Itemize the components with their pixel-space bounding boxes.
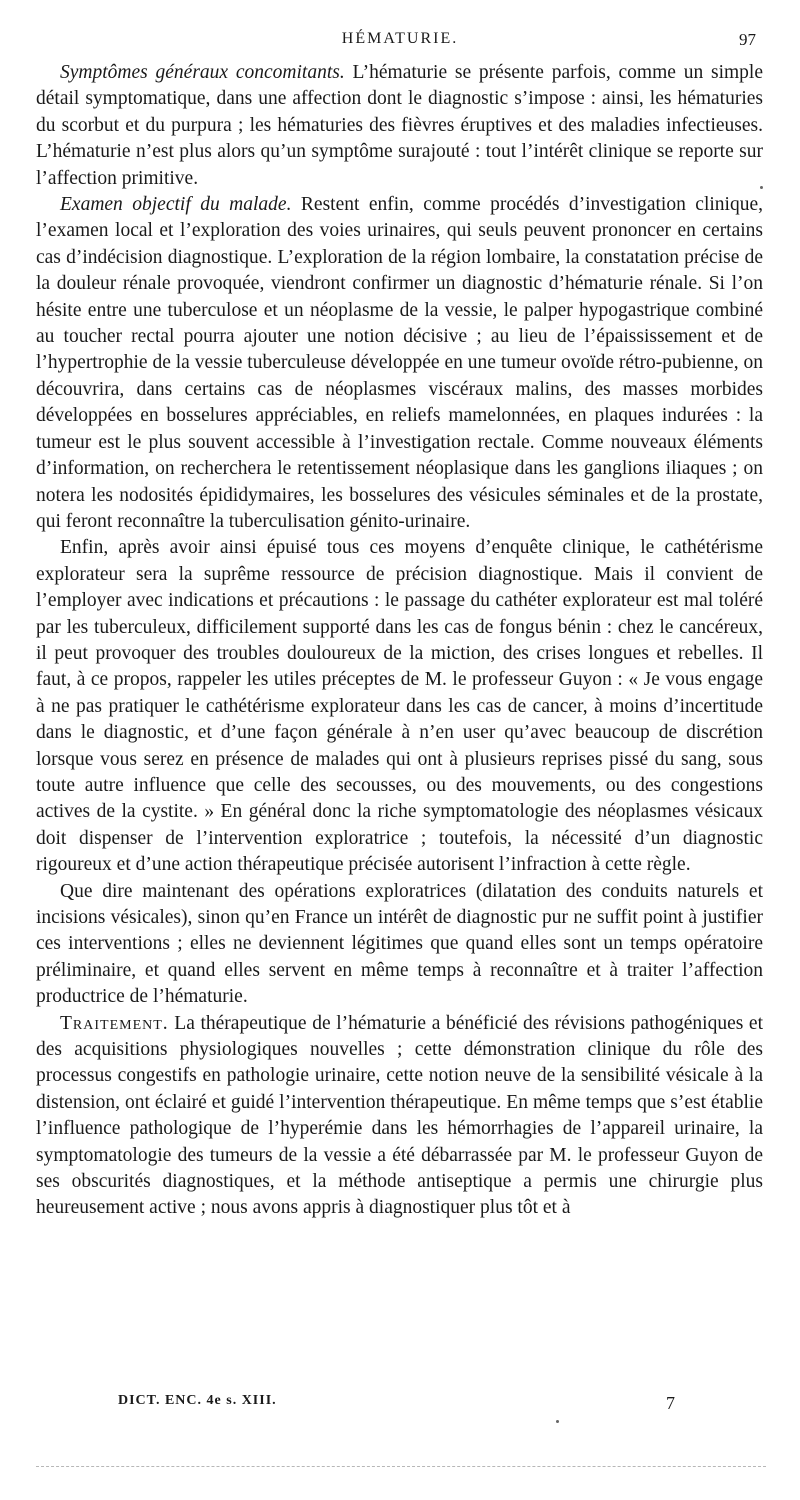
- paragraph-text: L’hématurie se présente parfois, comme un simple détail symptomatique, dans une affection dont le diagnostic s’impose : ainsi, les hématuries du scorbut et du purpura ; les hématuries des fièvres éruptives et des maladies infectieuses. L’hématurie n’est plus alors qu’un symptôme surajouté : tout l’intérêt clinique se reporte sur l’affection primitive.: [36, 62, 763, 189]
- page-number: 97: [739, 30, 756, 49]
- paragraph-text: Enfin, après avoir ainsi épuisé tous ces moyens d’enquête clinique, le cathétérisme explorateur sera la suprême ressource de précision diagnostique. Mais il convient de l’employer avec indications et précautions : le passage du cathéter explorateur est mal toléré par les tuberculeux, difficilement supporté dans les cas de fongus bénin : chez le cancéreux, il peut provoquer des troubles douloureux de la miction, des crises longues et rebelles. Il faut, à ce propos, rappeler les utiles préceptes de M. le professeur Guyon : « Je vous engage à ne pas pratiquer le cathétérisme explorateur dans les cas de cancer, à moins d’incertitude dans le diagnostic, et d’une façon générale à n’en user qu’avec beaucoup de discrétion lorsque vous serez en présence de malades qui ont à plusieurs reprises pissé du sang, sous toute autre influence que celle des secousses, ou des mouvements, ou des congestions actives de la cystite. » En général donc la riche symptomatologie des néoplasmes vésicaux doit dispenser de l’intervention exploratrice ; toutefois, la nécessité d’un diagnostic rigoureux et d’une action thérapeutique précisée autorisent l’infraction à cette règle.: [36, 537, 763, 876]
- running-head: [40, 30, 760, 56]
- page-footer: [40, 1393, 760, 1417]
- scan-bottom-edge: [36, 1466, 766, 1467]
- paragraph-symptomes-generaux: [36, 60, 763, 192]
- paragraph-examen-objectif: [36, 192, 763, 535]
- paragraph-operations-exploratrices: [36, 879, 763, 1011]
- paragraph-lead: Symptômes généraux concomitants.: [60, 62, 345, 83]
- paragraph-lead: Traitement.: [60, 1012, 169, 1034]
- paragraph-catheterisme: [36, 535, 763, 878]
- paragraph-text: Que dire maintenant des opérations exploratrices (dilatation des conduits naturels et incisions vésicales), sinon qu’en France un intérêt de diagnostic pur ne suffit point à justifier ces interventions ; elles ne deviennent légitimes que quand elles sont un temps opératoire préliminaire, et quand elles servent en même temps à reconnaître et à traiter l’affection productrice de l’hématurie.: [36, 880, 763, 1008]
- running-title: HÉMATURIE.: [341, 30, 459, 47]
- scan-speck: [760, 186, 763, 189]
- paragraph-text: La thérapeutique de l’hématurie a bénéficié des révisions pathogéniques et des acquisitions physiologiques nouvelles ; cette démonstration clinique du rôle des processus congestifs en pathologie urinaire, cette notion neuve de la sensibilité vésicale à la distension, ont éclairé et guidé l’intervention thérapeutique. En même temps que s’est établie l’influence pathologique de l’hyperémie dans les hémorrhagies de l’appareil urinaire, la symptomatologie des tumeurs de la vessie a été débarrassée par M. le professeur Guyon de ses obscurités diagnostiques, et la méthode antiseptique a permis une chirurgie plus heureusement active ; nous avons appris à diagnostiquer plus tôt et à: [36, 1012, 763, 1219]
- paragraph-lead: Examen objectif du malade.: [60, 194, 292, 216]
- sheet-number: 7: [666, 1393, 675, 1413]
- body-text: [36, 60, 763, 1222]
- scan-speck: [556, 1420, 559, 1423]
- printer-signature: DICT. ENC. 4e s. XIII.: [118, 1393, 277, 1408]
- paragraph-traitement: [36, 1011, 763, 1222]
- paragraph-text: Restent enfin, comme procédés d’investigation clinique, l’examen local et l’exploration des voies urinaires, qui seuls peuvent prononcer en certains cas d’indécision diagnostique. L’exploration de la région lombaire, la constatation précise de la douleur rénale provoquée, viendront confirmer un diagnostic d’hématurie rénale. Si l’on hésite entre une tuberculose et un néoplasme de la vessie, le palper hypogastrique combiné au toucher rectal pourra ajouter une notion décisive ; au lieu de l’épaississement et de l’hypertrophie de la vessie tuberculeuse développée en une tumeur ovoïde rétro-pubienne, on découvrira, dans certains cas de néoplasmes viscéraux malins, des masses morbides développées en bosselures appréciables, en reliefs mamelonnées, en plaques indurées : la tumeur est le plus souvent accessible à l’investigation rectale. Comme nouveaux éléments d’information, on recherchera le retentissement néoplasique dans les ganglions iliaques ; on notera les nodosités épididymaires, les bosselures des vésicules séminales et de la prostate, qui feront reconnaître la tuberculisation génito-urinaire.: [36, 194, 763, 532]
